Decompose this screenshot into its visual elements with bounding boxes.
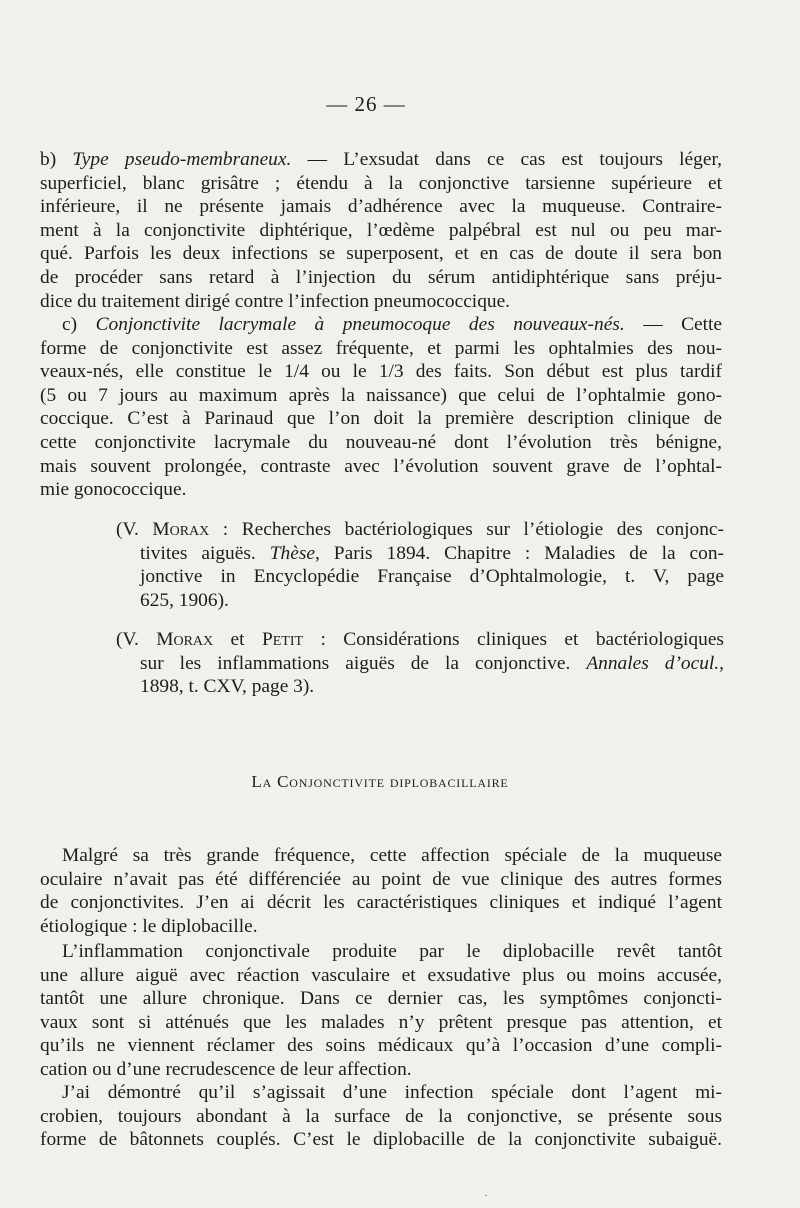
paragraph-c-line: (5 ou 7 jours au maximum après la naissance) que celui de l’ophtalmie gono- [40, 384, 722, 406]
paragraph-line: J’ai démontré qu’il s’agissait d’une infection spéciale dont l’agent mi- [62, 1082, 722, 1103]
paragraph-c-line: mie gonococcique. [40, 479, 187, 501]
reference-author: Morax [152, 519, 210, 540]
reference-author: Petit [261, 629, 304, 650]
reference-text: tivites aiguës. [140, 542, 270, 564]
reference-text: : Considérations cliniques et bactériologiques [303, 629, 724, 650]
reference-line [116, 628, 724, 652]
reference-line [116, 518, 724, 542]
paragraph-line: étiologique : le diplobacille. [40, 915, 258, 937]
scan-speck: · [484, 1190, 488, 1202]
paragraph-b-line: dice du traitement dirigé contre l’infection pneumococcique. [40, 290, 511, 312]
paragraph-c-line: forme de conjonctivite est assez fréquente, et parmi les ophtalmies des nou- [40, 337, 722, 359]
reference-text: , [719, 652, 725, 674]
reference-emphasis: Thèse [269, 542, 315, 564]
paragraph-line: forme de bâtonnets couplés. C’est le diplobacille de la conjonctivite subaiguë. [40, 1129, 722, 1151]
paragraph-c [40, 313, 722, 502]
reference-open: (V. [116, 519, 153, 540]
reference-line: jonctive in Encyclopédie Française d’Ophtalmologie, t. V, page [140, 566, 724, 588]
paragraph-d2 [40, 940, 722, 1082]
paragraph-c-line: mais souvent prolongée, contraste avec l’évolution souvent grave de l’ophtal- [40, 455, 722, 477]
paragraph-c-line: coccique. C’est à Parinaud que l’on doit la première description clinique de [40, 408, 722, 430]
paragraph-line: de conjonctivites. J’en ai décrit les caractéristiques cliniques et indiqué l’agent [40, 892, 722, 914]
paragraph-b-label: b) [40, 149, 57, 170]
reference-text: : Recherches bactériologiques sur l’étiologie des conjonc- [209, 519, 724, 540]
reference-emphasis: Annales d’ocul. [586, 652, 720, 674]
paragraph-line: Malgré sa très grande fréquence, cette affection spéciale de la muqueuse [62, 845, 722, 866]
paragraph-c-line: cette conjonctivite lacrymale du nouveau-né dont l’évolution très bénigne, [40, 431, 722, 453]
paragraph-line: tantôt une allure chronique. Dans ce dernier cas, les symptômes conjoncti- [40, 988, 722, 1010]
reference-open: (V. [116, 629, 157, 650]
reference-line: 1898, t. CXV, page 3). [140, 676, 315, 698]
reference-text: , Paris 1894. Chapitre : Maladies de la con- [314, 542, 724, 564]
reference-line: 625, 1906). [140, 589, 229, 611]
paragraph-c-line: veaux-nés, elle constitue le 1/4 ou le 1/3 des faits. Son début est plus tardif [40, 361, 722, 383]
paragraph-line: qu’ils ne viennent réclamer des soins médicaux qu’à l’occasion d’une compli- [40, 1035, 722, 1057]
paragraph-b [40, 148, 722, 313]
reference-author: Morax [156, 629, 214, 650]
paragraph-d3 [40, 1081, 722, 1152]
paragraph-b-line: ment à la conjonctivite diphtérique, l’œdème palpébral est nul ou peu mar- [40, 219, 722, 241]
reference-line [140, 652, 724, 676]
paragraph-c-text: — Cette [624, 314, 722, 335]
reference-text: sur les inflammations aiguës de la conjonctive. [140, 652, 587, 674]
reference-line [140, 542, 724, 566]
paragraph-b-title: Type pseudo-membraneux. [72, 149, 292, 170]
paragraph-c-line [40, 313, 722, 337]
paragraph-b-line: qué. Parfois les deux infections se superposent, et en cas de doute il sera bon [40, 243, 722, 265]
paragraph-line: une allure aiguë avec réaction vasculaire et exsudative plus ou moins accusée, [40, 964, 722, 986]
paragraph-b-line: inférieure, il ne présente jamais d’adhérence avec la muqueuse. Contraire- [40, 196, 722, 218]
paragraph-b-line: superficiel, blanc grisâtre ; étendu à la conjonctive tarsienne supérieure et [40, 172, 722, 194]
paragraph-b-line: de procéder sans retard à l’injection du sérum antidiphtérique sans préju- [40, 266, 722, 288]
paragraph-line: oculaire n’avait pas été différenciée au point de vue clinique des autres formes [40, 868, 722, 890]
page-number: — 26 — [326, 92, 406, 116]
paragraph-line: L’inflammation conjonctivale produite par le diplobacille revêt tantôt [62, 941, 722, 962]
paragraph-line: vaux sont si atténués que les malades n’y prêtent presque pas attention, et [40, 1011, 722, 1033]
paragraph-c-label: c) [62, 314, 78, 335]
reference-morax-petit [116, 628, 725, 699]
paragraph-b-text: — L’exsudat dans ce cas est toujours léger, [291, 149, 722, 170]
paragraph-b-line [40, 148, 722, 172]
paragraph-c-title: Conjonctivite lacrymale à pneumocoque des nouveaux-nés. [95, 314, 625, 335]
paragraph-d1 [40, 844, 722, 938]
paragraph-line: cation ou d’une recrudescence de leur affection. [40, 1058, 412, 1080]
section-heading: La Conjonctivite diplobacillaire [251, 772, 509, 791]
reference-morax [116, 518, 724, 612]
reference-text: et [213, 629, 262, 650]
paragraph-line: crobien, toujours abondant à la surface de la conjonctive, se présente sous [40, 1105, 722, 1127]
